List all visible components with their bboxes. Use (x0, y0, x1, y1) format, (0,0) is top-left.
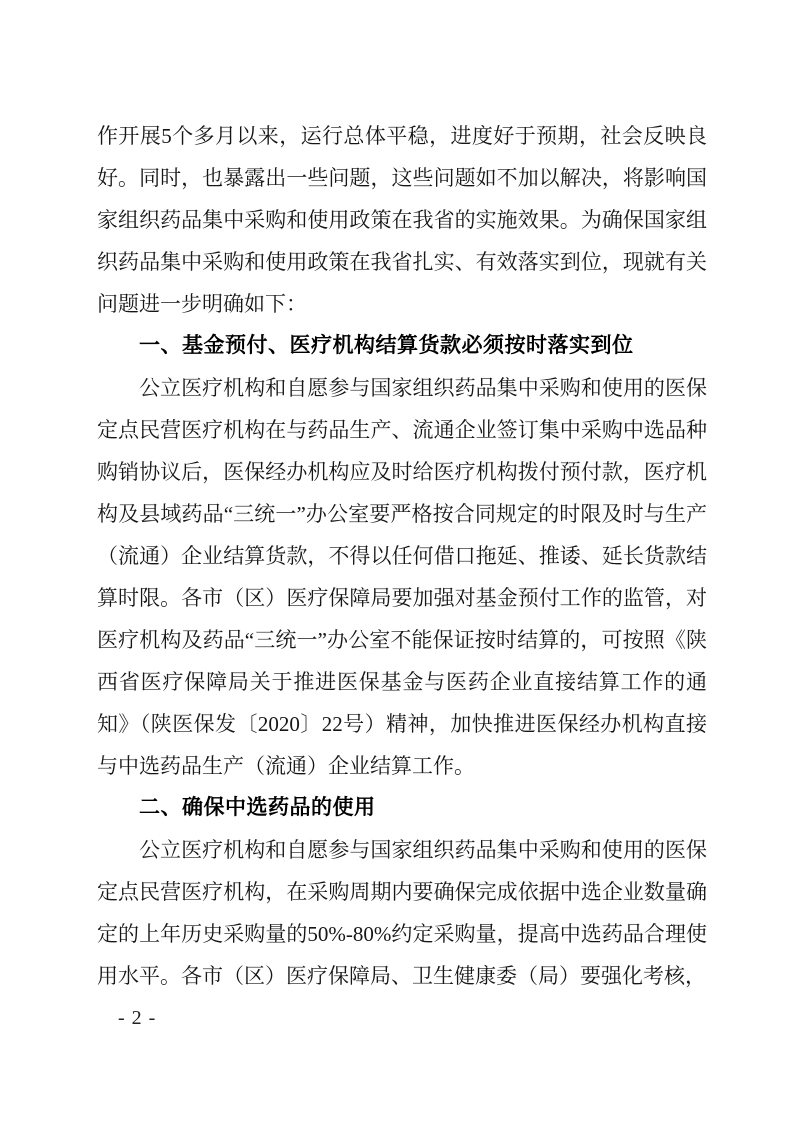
paragraph: 公立医疗机构和自愿参与国家组织药品集中采购和使用的医保定点民营医疗机构在与药品生产、流通企业签订集中采购中选品种购销协议后，医保经办机构应及时给医疗机构拨付预付款，医疗机构及县域药品“三统一”办公室要严格按合同规定的时限及时与生产（流通）企业结算货款，不得以任何借口拖延、推诿、延长货款结算时限。各市（区）医疗保障局要加强对基金预付工作的监管，对医疗机构及药品“三统一”办公室不能保证按时结算的，可按照《陕西省医疗保障局关于推进医保基金与医药企业直接结算工作的通知》（陕医保发〔2020〕22号）精神，加快推进医保经办机构直接与中选药品生产（流通）企业结算工作。 (97, 376, 707, 778)
paragraph: 作开展5个多月以来，运行总体平稳，进度好于预期，社会反映良好。同时，也暴露出一些问题，这些问题如不加以解决，将影响国家组织药品集中采购和使用政策在我省的实施效果。为确保国家组织药品集中采购和使用政策在我省扎实、有效落实到位，现就有关问题进一步明确如下： (97, 124, 707, 316)
page-content (97, 115, 707, 997)
section-heading: 二、确保中选药品的使用 (139, 796, 376, 819)
paragraph: 公立医疗机构和自愿参与国家组织药品集中采购和使用的医保定点民营医疗机构，在采购周期内要确保完成依据中选企业数量确定的上年历史采购量的50%-80%约定采购量，提高中选药品合理使用水平。各市（区）医疗保障局、卫生健康委（局）要强化考核， (97, 838, 707, 988)
section-heading: 一、基金预付、医疗机构结算货款必须按时落实到位 (139, 334, 634, 357)
page-number: - 2 - (118, 1007, 157, 1029)
